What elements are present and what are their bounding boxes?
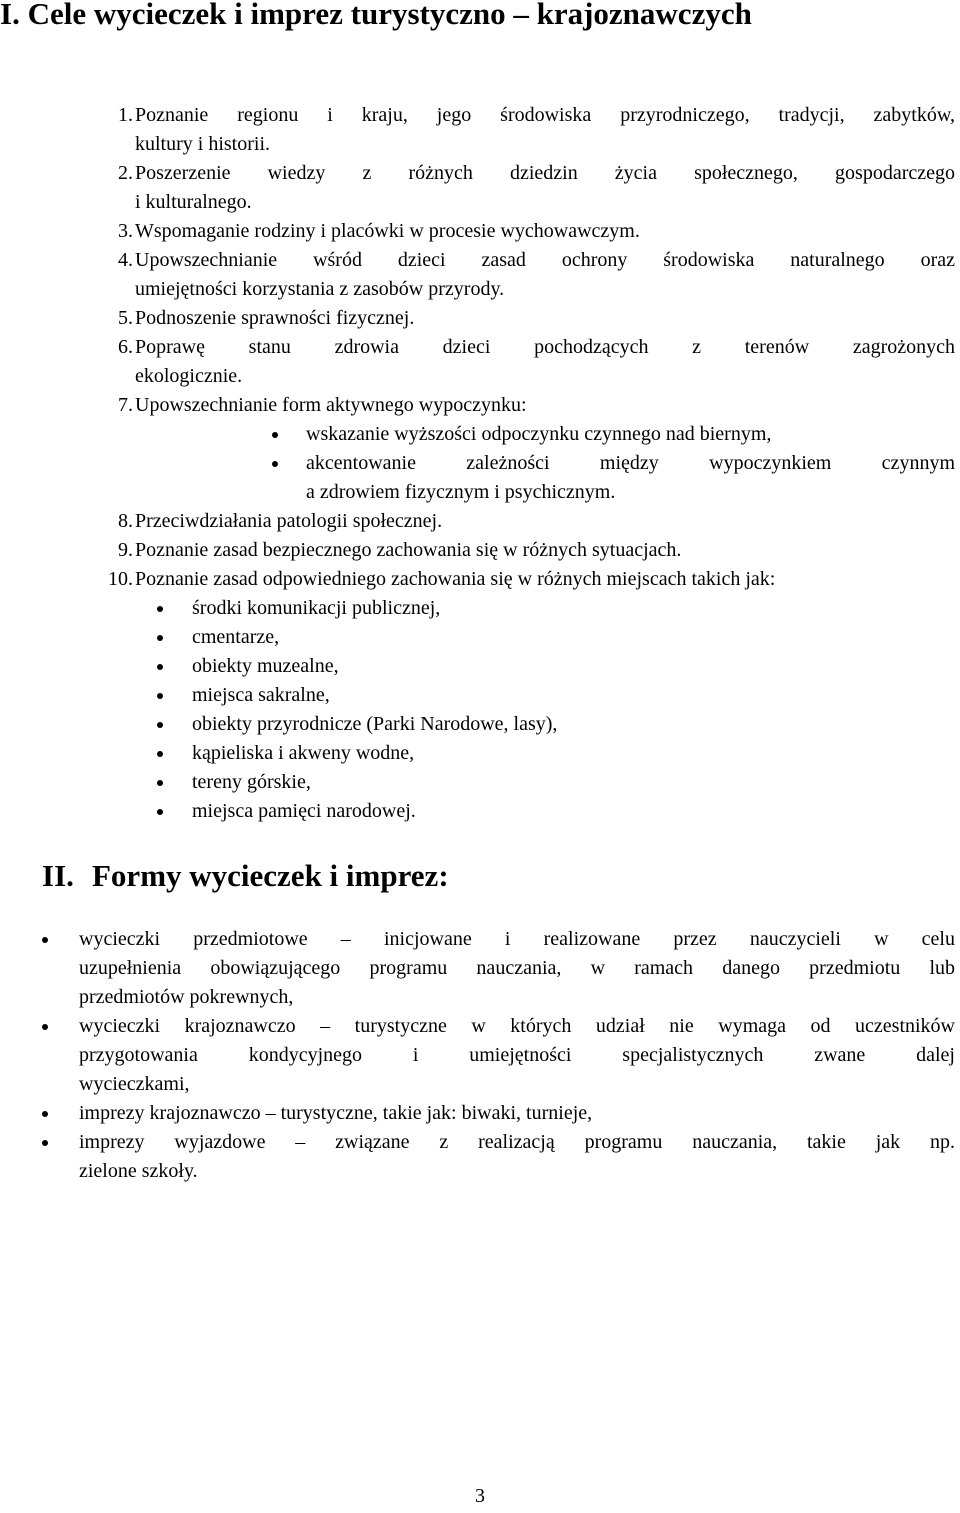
goal-line: Poprawę stanu zdrowia dzieci pochodzących z terenów zagrożonych — [135, 336, 955, 358]
goal-7-subitem — [306, 420, 955, 449]
goal-number: 4. — [118, 249, 133, 271]
goal-item-1 — [0, 101, 960, 159]
form-line: zielone szkoły. — [79, 1160, 198, 1182]
subitem-text: miejsca pamięci narodowej. — [192, 800, 416, 822]
bullet-icon — [157, 722, 163, 728]
goal-number: 7. — [118, 394, 133, 416]
goal-item-4 — [0, 246, 960, 304]
bullet-icon — [157, 751, 163, 757]
goal-10-subitem — [192, 710, 960, 739]
goal-line: Przeciwdziałania patologii społecznej. — [135, 510, 443, 532]
subitem-text: obiekty muzealne, — [192, 655, 339, 677]
goal-10-subitem — [192, 652, 960, 681]
goal-number: 2. — [118, 162, 133, 184]
goal-10-subitem — [192, 594, 960, 623]
goal-line: Poznanie regionu i kraju, jego środowiska przyrodniczego, tradycji, zabytków, — [135, 104, 955, 126]
goal-line: ekologicznie. — [135, 365, 243, 387]
goal-item-7 — [0, 391, 960, 420]
goal-line: umiejętności korzystania z zasobów przyrody. — [135, 278, 505, 300]
subitem-text: obiekty przyrodnicze (Parki Narodowe, lasy), — [192, 713, 558, 735]
goal-number: 8. — [118, 510, 133, 532]
goal-number: 3. — [118, 220, 133, 242]
goal-item-2 — [0, 159, 960, 217]
goal-line: i kulturalnego. — [135, 191, 252, 213]
form-line: przygotowania kondycyjnego i umiejętności specjalistycznych zwane dalej — [79, 1044, 955, 1066]
subitem-text: miejsca sakralne, — [192, 684, 330, 706]
goals-list — [0, 101, 960, 826]
goal-line: Poszerzenie wiedzy z różnych dziedzin życia społecznego, gospodarczego — [135, 162, 955, 184]
goal-item-6 — [0, 333, 960, 391]
goal-number: 1. — [118, 104, 133, 126]
form-item — [0, 1012, 960, 1099]
goal-line: Wspomaganie rodziny i placówki w procesie wychowawczym. — [135, 220, 640, 242]
goal-line: Poznanie zasad bezpiecznego zachowania się w różnych sytuacjach. — [135, 539, 682, 561]
bullet-icon — [42, 937, 48, 943]
subitem-text: tereny górskie, — [192, 771, 311, 793]
goal-item-3 — [0, 217, 960, 246]
form-item — [0, 1128, 960, 1186]
bullet-icon — [272, 461, 278, 467]
bullet-icon — [157, 664, 163, 670]
goal-item-5 — [0, 304, 960, 333]
goal-line: Podnoszenie sprawności fizycznej. — [135, 307, 415, 329]
form-line: imprezy krajoznawczo – turystyczne, takie jak: biwaki, turnieje, — [79, 1102, 593, 1124]
goal-number: 10. — [108, 568, 133, 590]
goal-10-subitem — [192, 797, 960, 826]
section-2-title-text: Formy wycieczek i imprez: — [92, 858, 449, 893]
subitem-line: wskazanie wyższości odpoczynku czynnego nad biernym, — [306, 423, 772, 445]
form-line: wycieczki przedmiotowe – inicjowane i realizowane przez nauczycieli w celu — [79, 928, 955, 950]
bullet-icon — [42, 1111, 48, 1117]
goal-7-sublist — [0, 420, 960, 507]
section-2-title — [42, 856, 449, 896]
bullet-icon — [157, 635, 163, 641]
subitem-text: kąpieliska i akweny wodne, — [192, 742, 415, 764]
bullet-icon — [157, 606, 163, 612]
goal-item-10 — [0, 565, 960, 594]
goal-line: Upowszechnianie wśród dzieci zasad ochrony środowiska naturalnego oraz — [135, 249, 955, 271]
page-number: 3 — [475, 1485, 485, 1507]
forms-list — [0, 925, 960, 1186]
bullet-icon — [42, 1024, 48, 1030]
goal-item-9 — [0, 536, 960, 565]
goal-number: 5. — [118, 307, 133, 329]
goal-10-subitem — [192, 623, 960, 652]
goal-10-subitem — [192, 739, 960, 768]
subitem-text: cmentarze, — [192, 626, 280, 648]
section-2-number: II. — [42, 858, 74, 893]
goal-10-subitem — [192, 768, 960, 797]
goal-number: 6. — [118, 336, 133, 358]
form-line: imprezy wyjazdowe – związane z realizacją programu nauczania, takie jak np. — [79, 1131, 955, 1153]
form-item — [0, 925, 960, 1012]
goal-number: 9. — [118, 539, 133, 561]
form-item — [0, 1099, 960, 1128]
goal-10-subitem — [192, 681, 960, 710]
goal-10-sublist — [0, 594, 960, 826]
goal-item-8 — [0, 507, 960, 536]
subitem-line: akcentowanie zależności między wypoczynkiem czynnym — [306, 452, 955, 474]
goal-7-subitem — [306, 449, 955, 507]
goal-line: Poznanie zasad odpowiedniego zachowania się w różnych miejscach takich jak: — [135, 568, 776, 590]
bullet-icon — [272, 432, 278, 438]
subitem-line: a zdrowiem fizycznym i psychicznym. — [306, 481, 616, 503]
form-line: wycieczkami, — [79, 1073, 190, 1095]
subitem-text: środki komunikacji publicznej, — [192, 597, 441, 619]
section-1-title: I. Cele wycieczek i imprez turystyczno – krajoznawczych — [0, 0, 752, 31]
goal-line: Upowszechnianie form aktywnego wypoczynku: — [135, 394, 527, 416]
form-line: wycieczki krajoznawczo – turystyczne w których udział nie wymaga od uczestników — [79, 1015, 955, 1037]
bullet-icon — [42, 1140, 48, 1146]
bullet-icon — [157, 693, 163, 699]
form-line: przedmiotów pokrewnych, — [79, 986, 294, 1008]
goal-line: kultury i historii. — [135, 133, 270, 155]
bullet-icon — [157, 780, 163, 786]
form-line: uzupełnienia obowiązującego programu nauczania, w ramach danego przedmiotu lub — [79, 957, 955, 979]
bullet-icon — [157, 809, 163, 815]
